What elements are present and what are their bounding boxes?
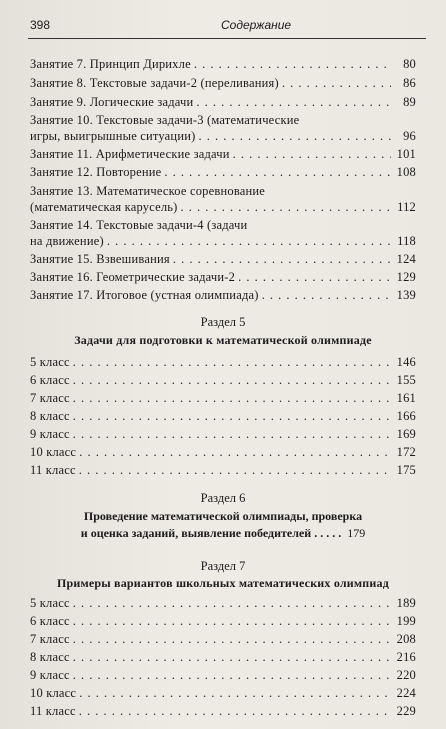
toc-entry-text: 9 класс [30,668,70,682]
toc-page: 216 [396,650,416,664]
toc-entry-text: (математическая карусель) [30,200,178,214]
leader-dots [107,233,391,249]
toc-entry [30,649,416,665]
toc-entry-text: 6 класс [30,614,70,628]
leader-dots [73,426,391,442]
toc-entry [30,56,416,72]
toc-entry-text: Занятие 14. Текстовые задачи-4 (задачи [30,218,248,232]
toc-entry [30,251,416,267]
toc-entry-text: Занятие 11. Арифметические задачи [30,147,230,161]
leader-dots [198,128,391,144]
leader-dots [73,354,391,370]
toc-entry-text: 5 класс [30,596,70,610]
leader-dots [73,390,391,406]
leader-dots [79,462,391,478]
leader-dots [181,199,391,215]
toc-entry [30,426,416,442]
toc-entry [30,372,416,388]
leader-dots [79,685,391,701]
leader-dots [73,408,391,424]
toc-entry-text: 10 класс [30,445,77,459]
toc-entry-text: 11 класс [30,463,76,477]
toc-entry [30,595,416,611]
page-number: 398 [30,18,51,32]
section-7-title: Раздел 7 [200,559,246,573]
leader-dots [73,613,391,629]
toc-entry [30,667,416,683]
leader-dots [282,75,391,91]
toc-entry-text: Занятие 10. Текстовые задачи-3 (математические [30,113,300,127]
toc-page: 220 [396,668,416,682]
toc-entry [30,631,416,647]
toc-page: 96 [403,129,416,143]
leader-dots [79,444,391,460]
toc-page: 166 [396,409,416,423]
toc-entry-text: 6 класс [30,373,70,387]
toc-page: 80 [403,57,416,71]
section-6-line-1: Проведение математической олимпиады, проверка [83,509,363,523]
toc-page: 161 [396,391,416,405]
toc-entry-text: Занятие 17. Итоговое (устная олимпиада) [30,288,259,302]
toc-page: 208 [396,632,416,646]
toc-entry [30,685,416,701]
toc-page: 229 [396,704,416,718]
leader-dots [173,251,391,267]
toc-page: 101 [396,147,416,161]
toc-entry [30,613,416,629]
toc-entry-text: Занятие 7. Принцип Дирихле [30,57,191,71]
toc-page: 169 [396,427,416,441]
toc-page: 118 [397,234,416,248]
toc-entry [30,269,416,285]
section-5-subtitle: Задачи для подготовки к математической олимпиаде [74,333,372,347]
toc-entry-text: 8 класс [30,650,70,664]
leader-dots [73,667,391,683]
toc-entry [30,183,416,215]
toc-page: 172 [396,445,416,459]
toc-entry-text: 5 класс [30,355,70,369]
leader-dots [164,164,391,180]
section-7-subtitle: Примеры вариантов школьных математических олимпиад [56,576,389,590]
leader-dots [73,595,391,611]
toc-page: 175 [396,463,416,477]
toc-page: 155 [396,373,416,387]
toc-entry [30,390,416,406]
toc-entry [30,146,416,162]
section-6-title: Раздел 6 [200,491,246,505]
toc-page: 89 [403,95,416,109]
toc-entry-text: Занятие 8. Текстовые задачи-2 (переливания) [30,76,279,90]
toc-entry-text: Занятие 16. Геометрические задачи-2 [30,270,236,284]
toc-entry-text: Занятие 13. Математическое соревнование [30,184,266,198]
toc-page: 189 [396,596,416,610]
toc-entry-text: Занятие 12. Повторение [30,165,162,179]
leader-dots [73,649,391,665]
toc-entry-text: на движение) [30,234,104,248]
leader-dots [233,146,391,162]
toc-entry [30,164,416,180]
leader-dots [73,372,391,388]
toc-entry [30,75,416,91]
toc-page: 86 [403,76,416,90]
toc-page: 129 [396,270,416,284]
leader-dots [238,269,391,285]
toc-page: 146 [396,355,416,369]
toc-entry [30,94,416,110]
leader-dots [196,94,391,110]
toc-entry-text: Занятие 15. Взвешивания [30,252,170,266]
toc-entry-text: 11 класс [30,704,76,718]
toc-entry [30,703,416,719]
running-title: Содержание [221,18,292,32]
section-6-entry [30,508,416,542]
toc-entry-text: 8 класс [30,409,70,423]
toc-entry-text: 9 класс [30,427,70,441]
leader-dots [73,631,391,647]
toc-page: 139 [396,288,416,302]
leader-dots [262,287,391,303]
toc-entry-text: 7 класс [30,632,70,646]
section-5-title: Раздел 5 [200,315,246,329]
toc-page: 199 [396,614,416,628]
toc-entry-text: 7 класс [30,391,70,405]
toc-entry [30,444,416,460]
leader-dots [79,703,391,719]
toc-entry-text: игры, выигрышные ситуации) [30,129,196,143]
toc-entry [30,354,416,370]
toc-page: 108 [396,165,416,179]
toc-entry [30,217,416,249]
toc-page: 179 [347,526,366,540]
section-6-line-2: и оценка заданий, выявление победителей . . . . . [80,526,342,540]
toc-entry [30,287,416,303]
leader-dots [194,56,391,72]
toc-entry [30,408,416,424]
toc-page: 112 [397,200,416,214]
page-header [28,14,426,39]
toc-entry [30,112,416,144]
toc-entry-text: 10 класс [30,686,77,700]
toc-entry [30,462,416,478]
toc-page: 124 [396,252,416,266]
toc-entry-text: Занятие 9. Логические задачи [30,95,194,109]
toc-page: 224 [396,686,416,700]
